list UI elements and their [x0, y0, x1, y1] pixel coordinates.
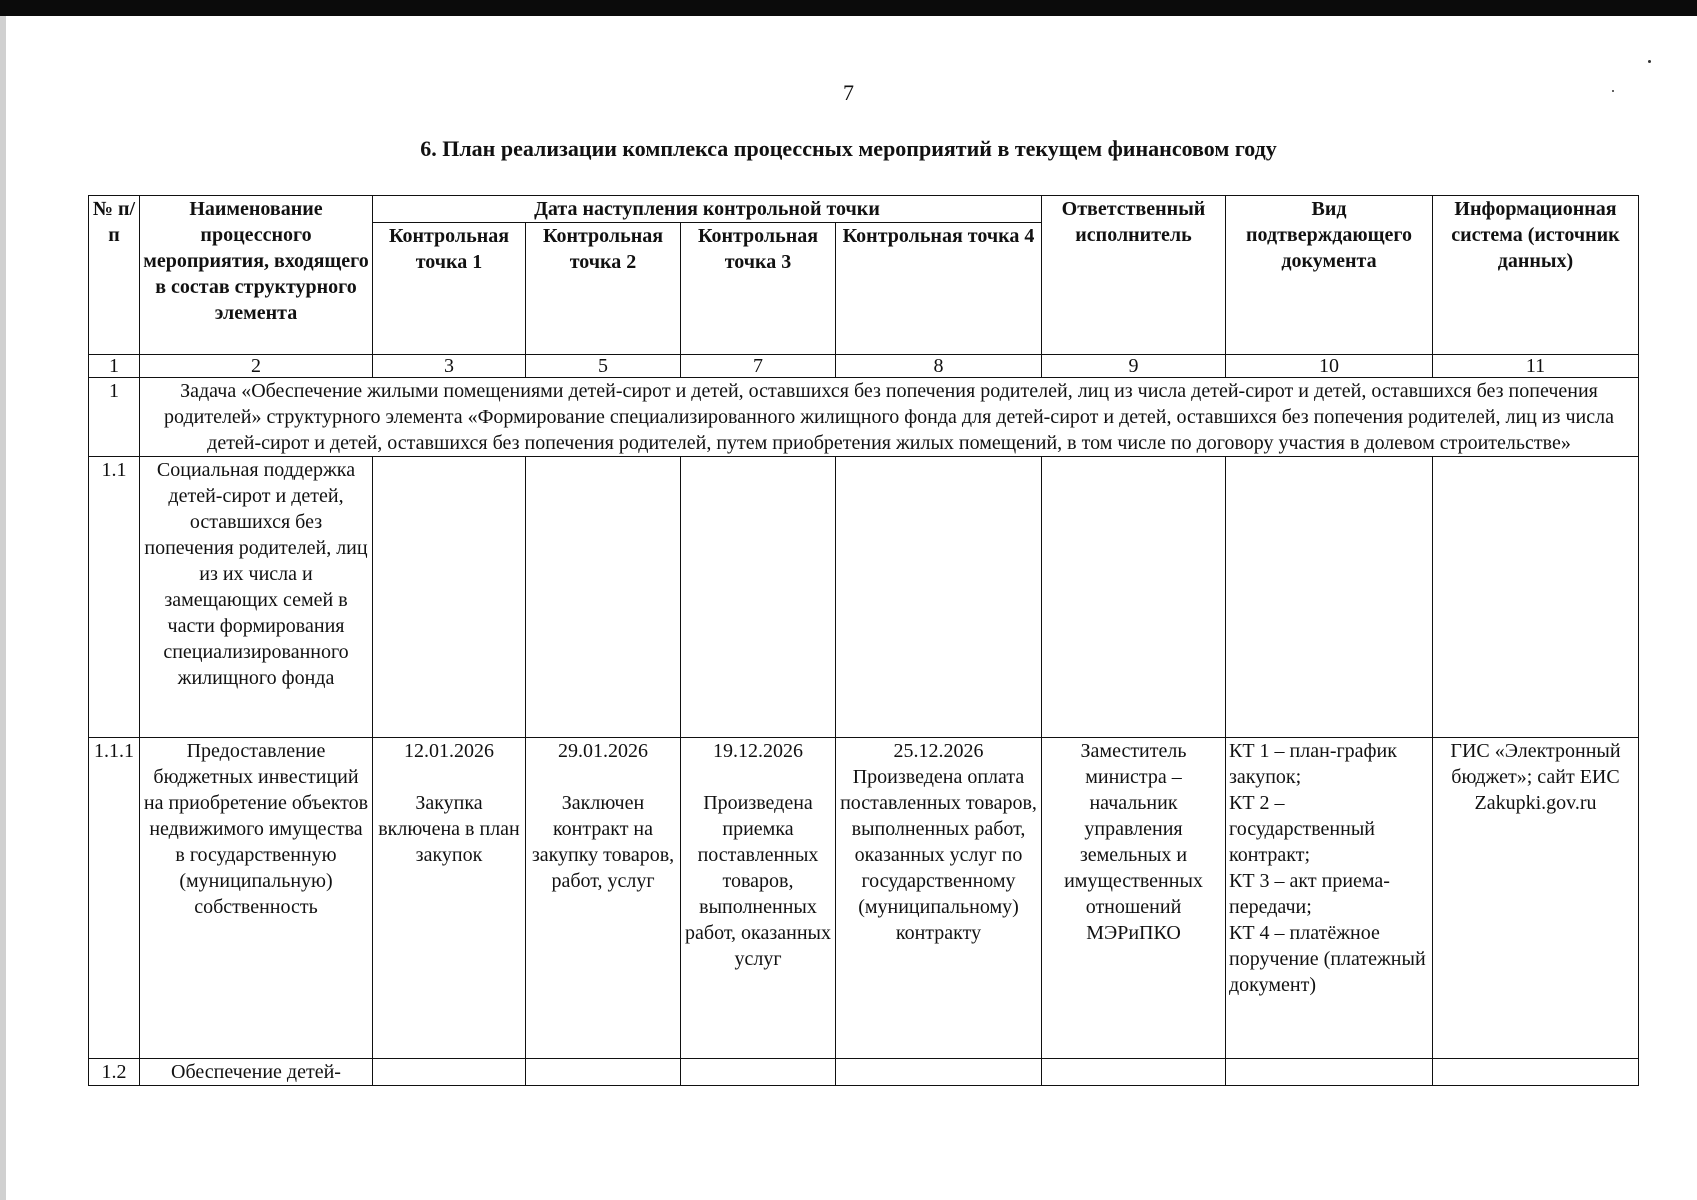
- column-number: 10: [1226, 355, 1433, 378]
- column-number: 3: [373, 355, 526, 378]
- cp2-cell: [526, 738, 681, 1059]
- empty-cell: [1433, 457, 1639, 738]
- column-number: 7: [681, 355, 836, 378]
- task-row: [89, 378, 1639, 457]
- column-number: 2: [140, 355, 373, 378]
- cp1-description: Закупка включена в план закупок: [378, 792, 520, 866]
- header-cp3: Контрольная точка 3: [681, 223, 836, 355]
- responsible-cell: Заместитель министра – начальник управления земельных и имущественных отношений МЭРиПКО: [1042, 738, 1226, 1059]
- header-cp4: Контрольная точка 4: [836, 223, 1042, 355]
- cp4-date: 25.12.2026: [893, 740, 984, 762]
- table-row: [89, 1059, 1639, 1086]
- empty-cell: [681, 1059, 836, 1086]
- empty-cell: [373, 457, 526, 738]
- page-title: 6. План реализации комплекса процессных мероприятий в текущем финансовом году: [420, 136, 1277, 161]
- row-name: Предоставление бюджетных инвестиций на приобретение объектов недвижимого имущества в государственную (муниципальную) собственность: [140, 738, 373, 1059]
- header-cp2: Контрольная точка 2: [526, 223, 681, 355]
- empty-cell: [373, 1059, 526, 1086]
- cp3-description: Произведена приемка поставленных товаров, выполненных работ, оказанных услуг: [685, 792, 831, 970]
- column-number: 5: [526, 355, 681, 378]
- header-date-group: Дата наступления контрольной точки: [373, 196, 1042, 223]
- cp1-date: 12.01.2026: [404, 740, 494, 762]
- header-info-system: Информационная система (источник данных): [1433, 196, 1639, 355]
- empty-cell: [1042, 457, 1226, 738]
- cp4-cell: [836, 738, 1042, 1059]
- header-doc-type: Вид подтверждающего документа: [1226, 196, 1433, 355]
- empty-cell: [836, 1059, 1042, 1086]
- empty-cell: [526, 457, 681, 738]
- row-num: 1.1: [89, 457, 140, 738]
- scan-left-edge: [0, 16, 6, 1200]
- empty-cell: [1042, 1059, 1226, 1086]
- empty-cell: [836, 457, 1042, 738]
- empty-cell: [526, 1059, 681, 1086]
- header-cp1: Контрольная точка 1: [373, 223, 526, 355]
- header-row: [89, 196, 1639, 223]
- empty-cell: [1433, 1059, 1639, 1086]
- row-name: Обеспечение детей-: [140, 1059, 373, 1086]
- cp4-description: Произведена оплата поставленных товаров, выполненных работ, оказанных услуг по государственному (муниципальному) контракту: [840, 766, 1037, 944]
- header-responsible: Ответственный исполнитель: [1042, 196, 1226, 355]
- column-number: 8: [836, 355, 1042, 378]
- empty-cell: [1226, 457, 1433, 738]
- column-number: 1: [89, 355, 140, 378]
- cp2-date: 29.01.2026: [558, 740, 648, 762]
- column-number-row: [89, 355, 1639, 378]
- document-item: КТ 2 – государственный контракт;: [1229, 792, 1375, 866]
- task-text: Задача «Обеспечение жилыми помещениями детей-сирот и детей, оставшихся без попечения родителей, лиц из числа детей-сирот и детей, оставшихся без попечения родителей» структурного элемента «Формирование специализированного жилищного фонда для детей-сирот и детей, оставшихся без попечения родителей, лиц из числа детей-сирот и детей, оставшихся без попечения родителей, путем приобретения жилых помещений, в том числе по договору участия в долевом строительстве»: [140, 378, 1639, 457]
- column-number: 11: [1433, 355, 1639, 378]
- empty-cell: [1226, 1059, 1433, 1086]
- page-number: 7: [843, 80, 854, 105]
- task-num: 1: [89, 378, 140, 457]
- column-number: 9: [1042, 355, 1226, 378]
- scan-top-band: [0, 0, 1697, 16]
- header-name: Наименование процессного мероприятия, входящего в состав структурного элемента: [140, 196, 373, 355]
- plan-table: [88, 195, 1639, 1086]
- document-item: КТ 1 – план-график закупок;: [1229, 740, 1397, 788]
- documents-cell: [1226, 738, 1433, 1059]
- document-item: КТ 3 – акт приема-передачи;: [1229, 870, 1390, 918]
- empty-cell: [681, 457, 836, 738]
- info-system-cell: ГИС «Электронный бюджет»; сайт ЕИС Zakupki.gov.ru: [1433, 738, 1639, 1059]
- row-num: 1.1.1: [89, 738, 140, 1059]
- row-name: Социальная поддержка детей-сирот и детей, оставшихся без попечения родителей, лиц из их числа и замещающих семей в части формирования специализированного жилищного фонда: [140, 457, 373, 738]
- row-num: 1.2: [89, 1059, 140, 1086]
- table-row: [89, 738, 1639, 1059]
- table-row: [89, 457, 1639, 738]
- cp2-description: Заключен контракт на закупку товаров, работ, услуг: [531, 792, 675, 892]
- cp1-cell: [373, 738, 526, 1059]
- scan-speck: [1648, 60, 1651, 63]
- document-item: КТ 4 – платёжное поручение (платежный документ): [1229, 922, 1426, 996]
- cp3-cell: [681, 738, 836, 1059]
- header-num: № п/п: [89, 196, 140, 355]
- cp3-date: 19.12.2026: [713, 740, 803, 762]
